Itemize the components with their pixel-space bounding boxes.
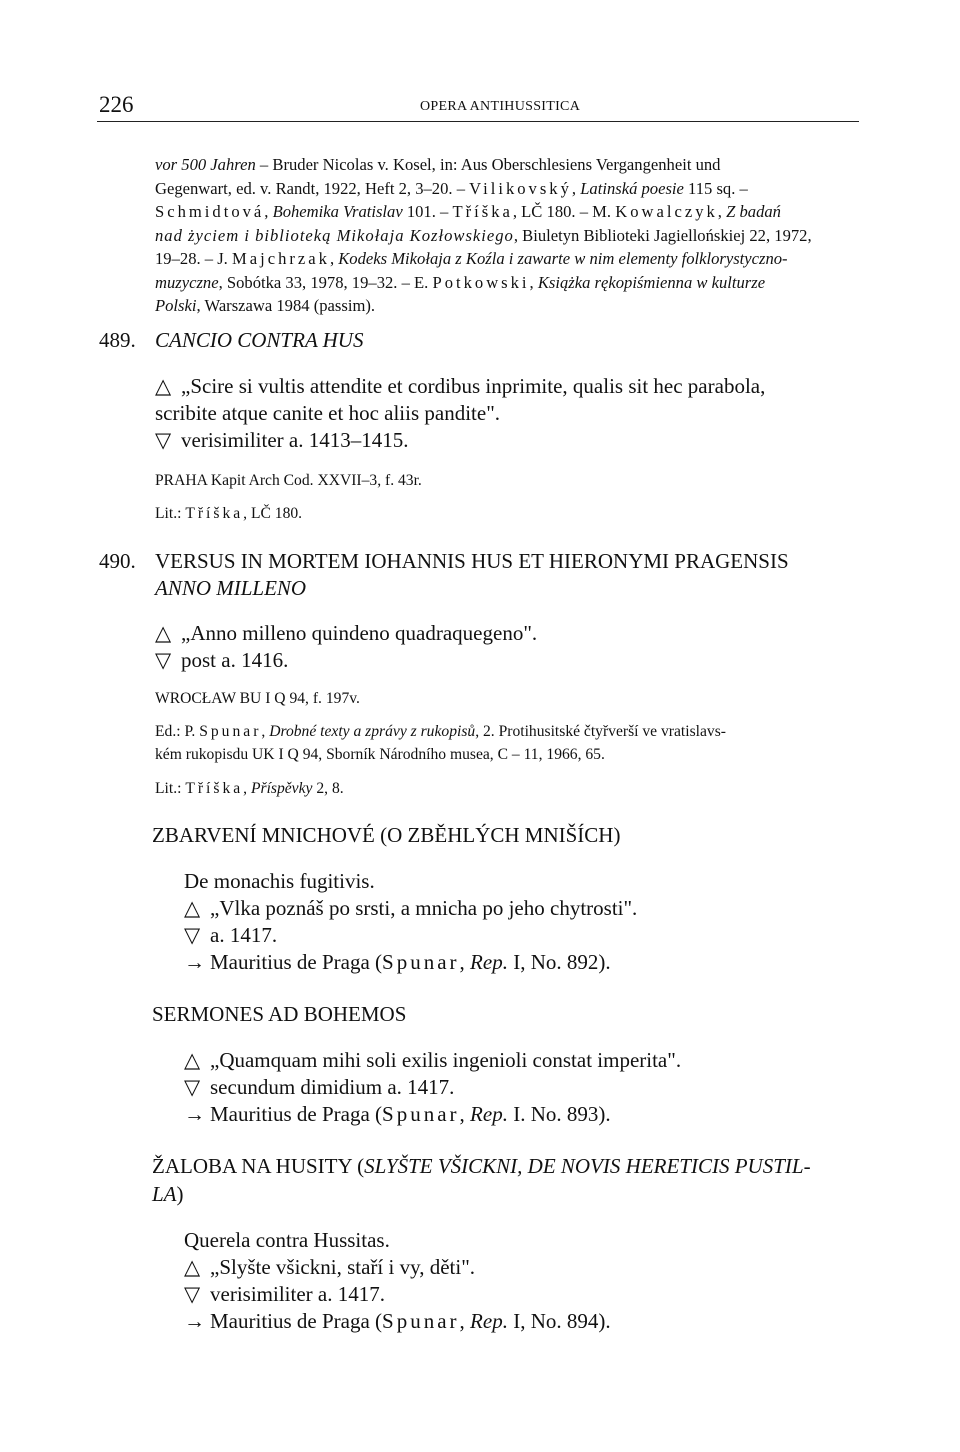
entry-number: 489. xyxy=(99,328,136,352)
lit-line: vor 500 Jahren – Bruder Nicolas v. Kosel, in: Aus Oberschlesiens Vergangenheit und xyxy=(155,155,721,174)
triangle-down-icon: ▽ xyxy=(155,648,172,672)
incipit: △ „Vlka poznáš po srsti, a mnicha po jeho chytrosti". xyxy=(184,896,638,920)
incipit: △ „Scire si vultis attendite et cordibus inprimite, qualis sit hec parabola, xyxy=(155,374,766,398)
running-title: OPERA ANTIHUSSITICA xyxy=(420,99,581,114)
cross-reference: → Mauritius de Praga (Spunar, Rep. I, No. 892). xyxy=(184,950,611,974)
lit-line: Gegenwart, ed. v. Randt, 1922, Heft 2, 3–20. – Vilikovský, Latinská poesie 115 sq. – xyxy=(155,178,748,198)
dating: ▽ verisimiliter a. 1413–1415. xyxy=(155,428,409,452)
incipit: △ „Quamquam mihi soli exilis ingenioli constat imperita". xyxy=(184,1048,682,1072)
dating: ▽ secundum dimidium a. 1417. xyxy=(184,1075,455,1099)
incipit: △ „Slyšte všickni, staří i vy, děti". xyxy=(184,1255,476,1279)
entry-title: ZBARVENÍ MNICHOVÉ (O ZBĚHLÝCH MNIŠÍCH) xyxy=(152,823,621,847)
entry-number: 490. xyxy=(99,549,136,573)
entry-title: ŽALOBA NA HUSITY (SLYŠTE VŠICKNI, DE NOVIS HERETICIS PUSTIL- xyxy=(152,1154,811,1178)
latin-title: De monachis fugitivis. xyxy=(184,869,375,893)
triangle-up-icon: △ xyxy=(184,896,201,920)
arrow-right-icon: → xyxy=(184,950,205,974)
cross-reference: → Mauritius de Praga (Spunar, Rep. I, No. 894). xyxy=(184,1309,611,1333)
cross-reference: → Mauritius de Praga (Spunar, Rep. I. No. 893). xyxy=(184,1102,611,1126)
lit-line: Polski, Warszawa 1984 (passim). xyxy=(155,296,376,315)
entry-title-continuation: LA) xyxy=(152,1182,184,1206)
entry-title: CANCIO CONTRA HUS xyxy=(155,328,364,352)
triangle-up-icon: △ xyxy=(155,374,172,398)
manuscript: WROCŁAW BU I Q 94, f. 197v. xyxy=(155,690,360,707)
lit-line: nad życiem i biblioteką Mikołaja Kozłowskiego, Biuletyn Biblioteki Jagiellońskiej 22, 1972, xyxy=(155,225,812,245)
entry-title: VERSUS IN MORTEM IOHANNIS HUS ET HIERONYMI PRAGENSIS xyxy=(155,549,789,573)
triangle-down-icon: ▽ xyxy=(184,923,201,947)
triangle-down-icon: ▽ xyxy=(184,1075,201,1099)
dating: ▽ a. 1417. xyxy=(184,923,278,947)
edition-continuation: kém rukopisdu UK I Q 94, Sborník Národního musea, C – 11, 1966, 65. xyxy=(155,746,605,763)
entry-title: SERMONES AD BOHEMOS xyxy=(152,1002,407,1026)
entry-title-continuation: ANNO MILLENO xyxy=(155,576,307,600)
triangle-up-icon: △ xyxy=(184,1048,201,1072)
literature: Lit.: Tříška, LČ 180. xyxy=(155,505,303,522)
literature-continuation xyxy=(155,153,860,318)
manuscript: PRAHA Kapit Arch Cod. XXVII–3, f. 43r. xyxy=(155,472,422,489)
lit-line: muzyczne, Sobótka 33, 1978, 19–32. – E. Potkowski, Książka rękopiśmienna w kulturze xyxy=(155,272,766,292)
arrow-right-icon: → xyxy=(184,1102,205,1126)
lit-line: Schmidtová, Bohemika Vratislav 101. – Tříška, LČ 180. – M. Kowalczyk, Z badań xyxy=(155,202,781,221)
arrow-right-icon: → xyxy=(184,1309,205,1333)
triangle-down-icon: ▽ xyxy=(155,428,172,452)
incipit: △ „Anno milleno quindeno quadraquegeno". xyxy=(155,621,538,645)
edition: Ed.: P. Spunar, Drobné texty a zprávy z rukopisů, 2. Protihusitské čtyřverší ve vratislavs- xyxy=(155,723,726,740)
incipit-continuation: scribite atque canite et hoc aliis pandite". xyxy=(155,401,501,425)
latin-title: Querela contra Hussitas. xyxy=(184,1228,390,1252)
lit-line: 19–28. – J. Majchrzak, Kodeks Mikołaja z Koźla i zawarte w nim elementy folklorystyczno- xyxy=(155,249,788,268)
dating: ▽ post a. 1416. xyxy=(155,648,289,672)
literature: Lit.: Tříška, Příspěvky 2, 8. xyxy=(155,780,344,797)
triangle-up-icon: △ xyxy=(155,621,172,645)
page-number: 226 xyxy=(99,92,134,117)
header-rule xyxy=(97,121,859,122)
dating: ▽ verisimiliter a. 1417. xyxy=(184,1282,385,1306)
triangle-up-icon: △ xyxy=(184,1255,201,1279)
triangle-down-icon: ▽ xyxy=(184,1282,201,1306)
